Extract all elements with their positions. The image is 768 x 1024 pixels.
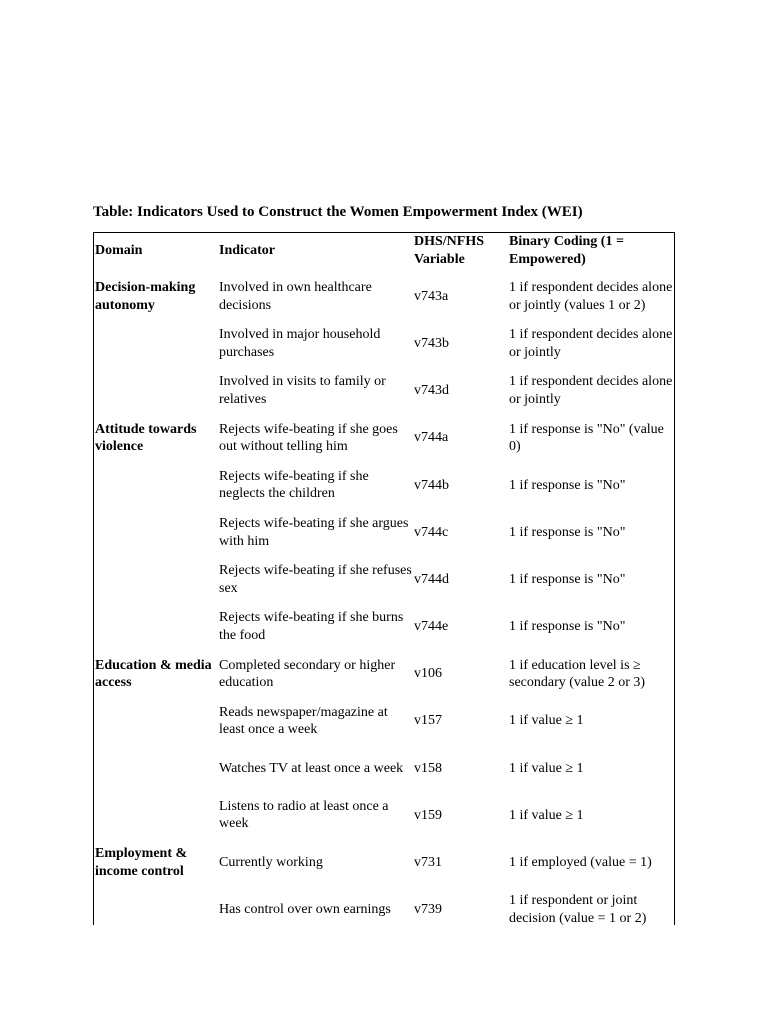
- domain-cell: Education & media access: [95, 657, 212, 691]
- coding-cell: 1 if respondent decides alone or jointly: [509, 374, 673, 407]
- table-row: [94, 886, 674, 925]
- domain-cell: [94, 509, 218, 556]
- domain-cell: Attitude towards violence: [95, 421, 197, 455]
- indicator-cell: Watches TV at least once a week: [219, 760, 404, 776]
- variable-cell: v743a: [414, 288, 449, 304]
- coding-cell: 1 if education level is ≥ secondary (value 2 or 3): [509, 657, 646, 691]
- variable-cell: v744b: [414, 477, 449, 493]
- coding-cell: 1 if response is "No": [509, 571, 626, 587]
- coding-cell: 1 if respondent or joint decision (value = 1 or 2): [509, 893, 647, 925]
- table-row: [94, 839, 674, 886]
- domain-cell: [94, 886, 218, 925]
- coding-cell: 1 if response is "No": [509, 619, 626, 635]
- table-row: [94, 462, 674, 509]
- coding-cell: 1 if value ≥ 1: [509, 807, 584, 823]
- variable-cell: v106: [414, 666, 442, 682]
- variable-cell: v744d: [414, 571, 449, 587]
- indicator-cell: Rejects wife-beating if she argues with him: [219, 515, 409, 549]
- domain-cell: [94, 320, 218, 367]
- coding-cell: 1 if respondent decides alone or jointly: [509, 327, 673, 360]
- coding-cell: 1 if response is "No": [509, 524, 626, 540]
- domain-cell: Employment & income control: [95, 846, 188, 879]
- variable-cell: v744e: [414, 619, 449, 635]
- table-row: [94, 603, 674, 650]
- variable-cell: v739: [414, 902, 442, 918]
- header-indicator: Indicator: [219, 243, 275, 259]
- domain-cell: [94, 603, 218, 650]
- indicator-cell: Rejects wife-beating if she neglects the children: [219, 468, 369, 502]
- indicator-cell: Reads newspaper/magazine at least once a week: [219, 704, 388, 738]
- domain-cell: [94, 556, 218, 603]
- coding-cell: 1 if value ≥ 1: [509, 760, 584, 776]
- table-row: [94, 509, 674, 556]
- coding-cell: 1 if respondent decides alone or jointly (values 1 or 2): [509, 280, 673, 313]
- variable-cell: v157: [414, 713, 442, 729]
- indicators-table-frame: [93, 232, 675, 925]
- header-domain: Domain: [95, 243, 143, 259]
- header-variable: DHS/NFHS Variable: [414, 234, 485, 267]
- table-header-row: [94, 233, 674, 269]
- domain-cell: [94, 745, 218, 792]
- domain-cell: [94, 698, 218, 745]
- indicators-table: [94, 233, 674, 925]
- indicator-cell: Rejects wife-beating if she goes out without telling him: [219, 421, 398, 455]
- table-row: [94, 792, 674, 839]
- indicator-cell: Involved in major household purchases: [219, 327, 381, 360]
- table-row: [94, 415, 674, 462]
- coding-cell: 1 if response is "No": [509, 477, 626, 493]
- variable-cell: v158: [414, 760, 442, 776]
- indicator-cell: Rejects wife-beating if she refuses sex: [219, 563, 412, 596]
- variable-cell: v743d: [414, 383, 449, 399]
- header-coding: Binary Coding (1 = Empowered): [509, 234, 624, 267]
- table-row: [94, 320, 674, 367]
- variable-cell: v743b: [414, 335, 449, 351]
- coding-cell: 1 if value ≥ 1: [509, 713, 584, 729]
- table-body: [94, 269, 674, 925]
- indicator-cell: Has control over own earnings: [219, 902, 391, 918]
- coding-cell: 1 if response is "No" (value 0): [509, 421, 664, 455]
- table-caption: Table: Indicators Used to Construct the Women Empowerment Index (WEI): [93, 204, 583, 220]
- table-row: [94, 745, 674, 792]
- variable-cell: v744a: [414, 430, 449, 446]
- indicator-cell: Listens to radio at least once a week: [219, 798, 389, 832]
- indicator-cell: Involved in own healthcare decisions: [219, 280, 372, 313]
- table-row: [94, 698, 674, 745]
- table-row: [94, 556, 674, 603]
- indicator-cell: Rejects wife-beating if she burns the food: [219, 610, 404, 643]
- indicator-cell: Involved in visits to family or relatives: [219, 374, 386, 407]
- indicator-cell: Currently working: [219, 854, 323, 870]
- indicator-cell: Completed secondary or higher education: [219, 657, 396, 691]
- variable-cell: v731: [414, 854, 442, 870]
- domain-cell: [94, 367, 218, 414]
- coding-cell: 1 if employed (value = 1): [509, 854, 652, 870]
- variable-cell: v744c: [414, 524, 449, 540]
- domain-cell: [94, 792, 218, 839]
- domain-cell: [94, 462, 218, 509]
- domain-cell: Decision-making autonomy: [95, 280, 196, 313]
- table-row: [94, 269, 674, 320]
- table-row: [94, 367, 674, 414]
- table-row: [94, 651, 674, 698]
- variable-cell: v159: [414, 807, 442, 823]
